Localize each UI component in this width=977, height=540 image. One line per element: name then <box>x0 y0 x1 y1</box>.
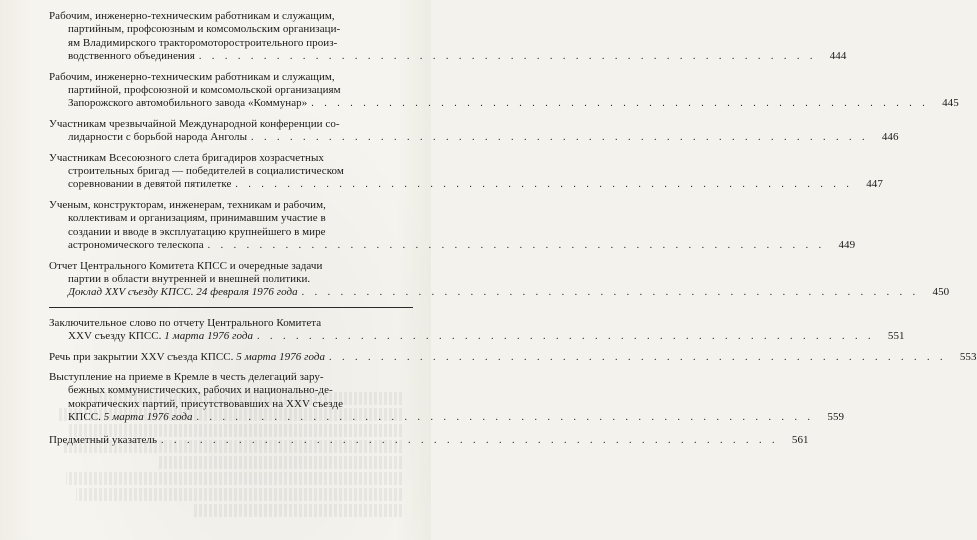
page-number: 444 <box>829 50 847 63</box>
toc-line: Участникам Всесоюзного слета бригадиров хозрасчетных <box>49 151 324 164</box>
toc-line: соревновании в девятой пятилетке . . . . . . . . . . . . . . . . . . . . . . . . . . . . . . . . . . . . . . . . . . . . . . . . 447 <box>68 178 883 191</box>
section-divider <box>49 307 413 308</box>
toc-line: ям Владимирского тракторомоторостроительного произ- <box>68 36 338 49</box>
page-number: 447 <box>866 178 883 191</box>
toc-entry-444[interactable] <box>49 10 847 64</box>
index-label: Предметный указатель <box>49 433 158 446</box>
speech-date: 5 марта 1976 года <box>236 350 326 363</box>
toc-line: создании и вводе в эксплуатацию крупнейшего в мире <box>68 225 326 238</box>
toc-line: водственного объединения . . . . . . . . . . . . . . . . . . . . . . . . . . . . . . . . . . . . . . . . . . . . . . . . 444 <box>68 50 847 63</box>
page-number: 445 <box>942 97 959 110</box>
dot-leader: . . . . . . . . . . . . . . . . . . . . . . . . . . . . . . . . . . . . . . . . . . . . . . . . <box>257 331 875 343</box>
speech-date: 5 марта 1976 года <box>103 411 193 424</box>
toc-line: КПСС. 5 марта 1976 года . . . . . . . . . . . . . . . . . . . . . . . . . . . . . . . . . . . . . . . . . . . . . . . . 559 <box>68 411 845 424</box>
toc-line: мократических партий, присутствовавших на XXV съезде <box>68 397 344 410</box>
dot-leader: . . . . . . . . . . . . . . . . . . . . . . . . . . . . . . . . . . . . . . . . . . . . . . . . <box>161 434 779 446</box>
page-number: 450 <box>932 286 950 299</box>
toc-line: партии в области внутренней и внешней политики. <box>68 272 311 285</box>
toc-line: Заключительное слово по отчету Центрального Комитета <box>49 316 322 329</box>
toc-entry-446[interactable] <box>49 117 899 145</box>
page-number: 559 <box>827 411 845 424</box>
toc-line: Рабочим, инженерно-техническим работникам и служащим, <box>49 10 335 22</box>
toc-entry-553[interactable] <box>49 350 977 364</box>
toc-line: коллективам и организациям, принимавшим участие в <box>68 212 326 225</box>
toc-line: Выступление на приеме в Кремле в честь делегаций зару- <box>49 370 324 383</box>
toc-line: Отчет Центрального Комитета КПСС и очередные задачи <box>49 259 323 272</box>
page-number: 561 <box>791 433 809 446</box>
dot-leader: . . . . . . . . . . . . . . . . . . . . . . . . . . . . . . . . . . . . . . . . . . . . . . . . <box>198 51 817 63</box>
speech-date: 1 марта 1976 года <box>164 330 254 343</box>
dot-leader: . . . . . . . . . . . . . . . . . . . . . . . . . . . . . . . . . . . . . . . . . . . . . . . . <box>301 287 920 299</box>
toc-line: партийным, профсоюзным и комсомольским организаци- <box>68 23 341 36</box>
toc-line: бежных коммунистических, рабочих и национально-де- <box>68 384 333 397</box>
toc-line: Речь при закрытии XXV съезда КПСС. 5 марта 1976 года . . . . . . . . . . . . . . . . . . . . . . . . . . . . . . . . . . . . . . . . . . . . . . . . 553 <box>49 350 977 363</box>
toc-line: строительных бригад — победителей в социалистическом <box>68 165 344 178</box>
toc-entry-447[interactable] <box>49 151 883 192</box>
toc-line: Рабочим, инженерно-техническим работникам и служащим, <box>49 70 335 83</box>
toc-line <box>49 286 950 299</box>
toc-entry-559[interactable] <box>49 370 845 425</box>
page-number: 551 <box>887 330 905 343</box>
toc-line <box>49 433 809 447</box>
toc-line: Запорожского автомобильного завода «Коммунар» . . . . . . . . . . . . . . . . . . . . . . . . . . . . . . . . . . . . . . . . . . . . . . . . 445 <box>68 97 959 110</box>
table-of-contents <box>49 10 977 454</box>
toc-entry-551[interactable] <box>49 316 905 344</box>
page-number: 553 <box>959 350 977 363</box>
speech-date: Доклад XXV съезду КПСС. 24 февраля 1976 года <box>68 286 298 299</box>
dot-leader: . . . . . . . . . . . . . . . . . . . . . . . . . . . . . . . . . . . . . . . . . . . . . . . . <box>207 240 826 252</box>
toc-entry-449[interactable] <box>49 198 856 253</box>
dot-leader: . . . . . . . . . . . . . . . . . . . . . . . . . . . . . . . . . . . . . . . . . . . . . . . . <box>235 179 853 191</box>
toc-line: астрономического телескопа . . . . . . . . . . . . . . . . . . . . . . . . . . . . . . . . . . . . . . . . . . . . . . . . 449 <box>68 239 856 252</box>
toc-line: Ученым, конструкторам, инженерам, техникам и рабочим, <box>49 198 326 211</box>
page-number: 449 <box>838 239 856 252</box>
page-number: 446 <box>881 131 899 144</box>
toc-line: партийной, профсоюзной и комсомольской организациям <box>68 84 341 97</box>
toc-line: XXV съезду КПСС. 1 марта 1976 года . . . . . . . . . . . . . . . . . . . . . . . . . . . . . . . . . . . . . . . . . . . . . . . . 551 <box>68 330 905 343</box>
toc-line: лидарности с борьбой народа Анголы . . . . . . . . . . . . . . . . . . . . . . . . . . . . . . . . . . . . . . . . . . . . . . . . 446 <box>68 131 899 144</box>
toc-line: Участникам чрезвычайной Международной конференции со- <box>49 117 340 130</box>
toc-entry-445[interactable] <box>49 70 959 111</box>
toc-entry-450[interactable] <box>49 259 950 300</box>
dot-leader: . . . . . . . . . . . . . . . . . . . . . . . . . . . . . . . . . . . . . . . . . . . . . . . . <box>329 351 947 363</box>
dot-leader: . . . . . . . . . . . . . . . . . . . . . . . . . . . . . . . . . . . . . . . . . . . . . . . . <box>251 132 869 144</box>
toc-entry-index[interactable] <box>49 433 809 447</box>
dot-leader: . . . . . . . . . . . . . . . . . . . . . . . . . . . . . . . . . . . . . . . . . . . . . . . . <box>196 412 815 424</box>
dot-leader: . . . . . . . . . . . . . . . . . . . . . . . . . . . . . . . . . . . . . . . . . . . . . . . . <box>311 98 929 110</box>
